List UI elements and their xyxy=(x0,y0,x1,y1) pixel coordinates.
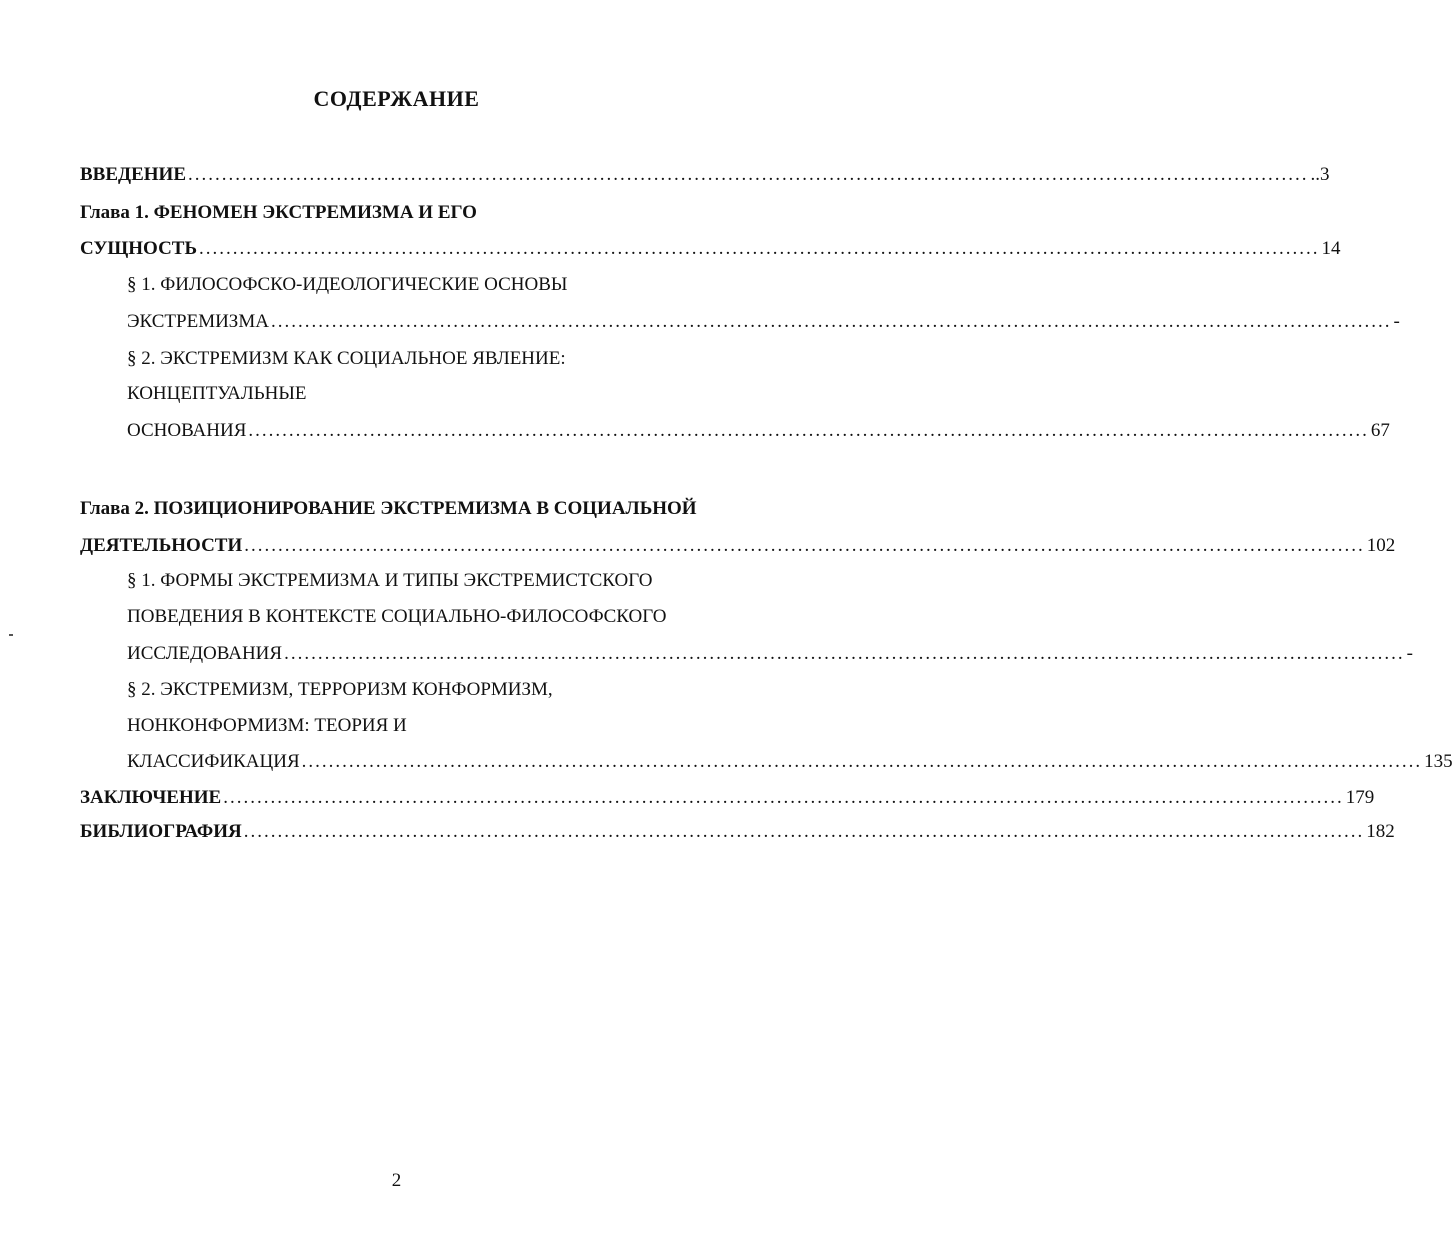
toc-entry-label: ИССЛЕДОВАНИЯ xyxy=(127,643,283,664)
toc-section-2-2-heading: § 2. ЭКСТРЕМИЗМ, ТЕРРОРИЗМ КОНФОРМИЗМ, xyxy=(127,679,553,700)
toc-page-number: ..3 xyxy=(1310,164,1330,185)
toc-entry-conclusion[interactable] xyxy=(80,786,1375,810)
dot-leader: ...................................................................................................................................................................... xyxy=(248,420,1369,441)
dot-leader: ...................................................................................................................................................................... xyxy=(284,643,1405,664)
dot-leader: ...................................................................................................................................................................... xyxy=(188,164,1309,185)
toc-page-number: - xyxy=(1406,643,1413,664)
toc-chapter-1-heading: Глава 1. ФЕНОМЕН ЭКСТРЕМИЗМА И ЕГО xyxy=(80,202,477,223)
toc-entry-chapter-2[interactable] xyxy=(80,534,1396,558)
dot-leader: ...................................................................................................................................................................... xyxy=(243,821,1365,842)
toc-entry-label: ЗАКЛЮЧЕНИЕ xyxy=(80,787,222,808)
dot-leader: ...................................................................................................................................................................... xyxy=(301,751,1423,772)
toc-entry-label: ЭКСТРЕМИЗМА xyxy=(127,311,269,332)
toc-section-1-2-heading-cont: КОНЦЕПТУАЛЬНЫЕ xyxy=(127,383,307,404)
toc-entry-label: СУЩНОСТЬ xyxy=(80,238,198,259)
toc-page-number: 179 xyxy=(1345,787,1375,808)
toc-entry-section-2-2[interactable] xyxy=(127,750,1453,774)
toc-section-2-1-heading-cont: ПОВЕДЕНИЯ В КОНТЕКСТЕ СОЦИАЛЬНО-ФИЛОСОФСКОГО xyxy=(127,606,667,627)
dot-leader: ...................................................................................................................................................................... xyxy=(223,787,1344,808)
page-number: 2 xyxy=(391,1170,402,1191)
scan-margin-mark xyxy=(9,634,13,636)
toc-page-number: - xyxy=(1393,311,1400,332)
toc-page-number: 102 xyxy=(1366,535,1396,556)
toc-entry-section-1-2[interactable] xyxy=(127,419,1390,443)
toc-section-2-2-heading-cont: НОНКОНФОРМИЗМ: ТЕОРИЯ И xyxy=(127,715,407,736)
dot-leader: ...................................................................................................................................................................... xyxy=(199,238,1320,259)
toc-entry-introduction[interactable] xyxy=(80,163,1330,187)
toc-entry-label: БИБЛИОГРАФИЯ xyxy=(80,821,242,842)
toc-entry-section-2-1[interactable] xyxy=(127,642,1413,666)
toc-entry-bibliography[interactable] xyxy=(80,820,1395,844)
toc-entry-section-1-1[interactable] xyxy=(127,310,1400,334)
toc-entry-chapter-1[interactable] xyxy=(80,237,1341,261)
toc-chapter-2-heading: Глава 2. ПОЗИЦИОНИРОВАНИЕ ЭКСТРЕМИЗМА В СОЦИАЛЬНОЙ xyxy=(80,498,697,519)
toc-entry-label: ВВЕДЕНИЕ xyxy=(80,164,186,185)
toc-entry-label: КЛАССИФИКАЦИЯ xyxy=(127,751,300,772)
toc-section-2-1-heading: § 1. ФОРМЫ ЭКСТРЕМИЗМА И ТИПЫ ЭКСТРЕМИСТСКОГО xyxy=(127,570,653,591)
toc-page-number: 135 xyxy=(1424,751,1453,772)
toc-section-1-1-heading: § 1. ФИЛОСОФСКО-ИДЕОЛОГИЧЕСКИЕ ОСНОВЫ xyxy=(127,274,568,295)
dot-leader: ...................................................................................................................................................................... xyxy=(270,311,1392,332)
toc-entry-label: ОСНОВАНИЯ xyxy=(127,420,247,441)
dot-leader: ...................................................................................................................................................................... xyxy=(244,535,1365,556)
page-title: СОДЕРЖАНИЕ xyxy=(313,86,480,111)
toc-page-number: 14 xyxy=(1321,238,1341,259)
toc-page-number: 182 xyxy=(1366,821,1395,842)
toc-entry-label: ДЕЯТЕЛЬНОСТИ xyxy=(80,535,243,556)
toc-section-1-2-heading: § 2. ЭКСТРЕМИЗМ КАК СОЦИАЛЬНОЕ ЯВЛЕНИЕ: xyxy=(127,348,566,369)
toc-page-number: 67 xyxy=(1370,420,1390,441)
